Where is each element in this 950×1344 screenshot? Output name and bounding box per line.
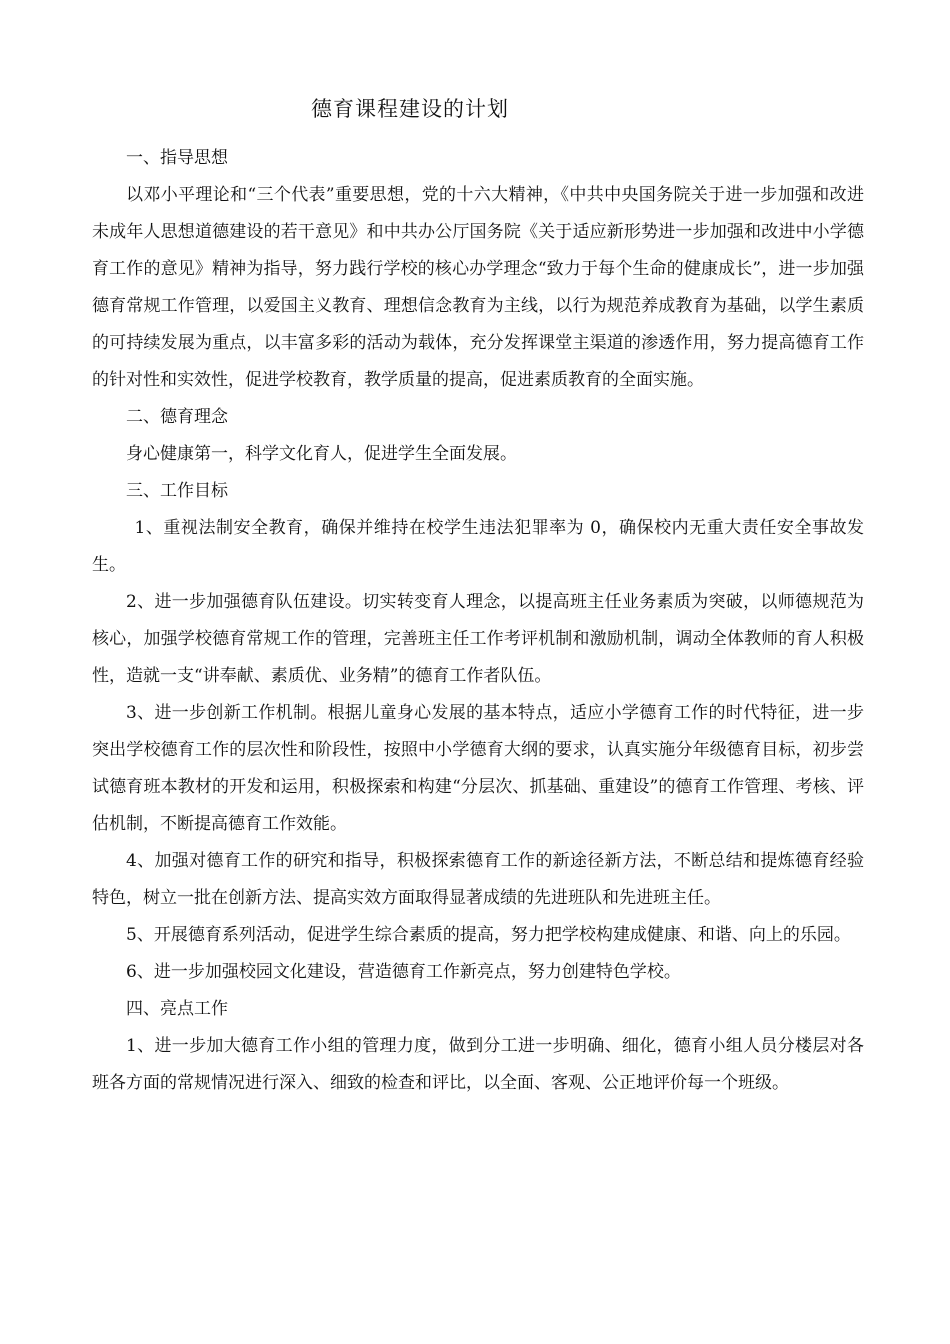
goal-item-1: 1、重视法制安全教育，确保并维持在校学生违法犯罪率为 0，确保校内无重大责任安全事故发生。 [92, 518, 864, 575]
section-heading-highlight-work: 四、亮点工作 [126, 999, 228, 1019]
goal-item-2: 2、进一步加强德育队伍建设。切实转变育人理念，以提高班主任业务素质为突破，以师德规范为核心，加强学校德育常规工作的管理，完善班主任工作考评机制和激励机制，调动全体教师的育人积极性，造就一支“讲奉献、素质优、业务精”的德育工作者队伍。 [92, 592, 864, 686]
highlight-item-1: 1、进一步加大德育工作小组的管理力度，做到分工进一步明确、细化，德育小组人员分楼层对各班各方面的常规情况进行深入、细致的检查和评比，以全面、客观、公正地评价每一个班级。 [92, 1036, 864, 1093]
paragraph-guiding-ideology: 以邓小平理论和“三个代表”重要思想，党的十六大精神，《中共中央国务院关于进一步加强和改进未成年人思想道德建设的若干意见》和中共办公厅国务院《关于适应新形势进一步加强和改进中小学德育工作的意见》精神为指导，努力践行学校的核心办学理念“致力于每个生命的健康成长”，进一步加强德育常规工作管理，以爱国主义教育、理想信念教育为主线，以行为规范养成教育为基础，以学生素质的可持续发展为重点，以丰富多彩的活动为载体，充分发挥课堂主渠道的渗透作用，努力提高德育工作的针对性和实效性，促进学校教育，教学质量的提高，促进素质教育的全面实施。 [92, 185, 864, 390]
goal-item-6: 6、进一步加强校园文化建设，营造德育工作新亮点，努力创建特色学校。 [126, 962, 681, 982]
goal-item-5: 5、开展德育系列活动，促进学生综合素质的提高，努力把学校构建成健康、和谐、向上的乐园。 [126, 925, 851, 945]
document-body [92, 140, 864, 1102]
document-title: 德育课程建设的计划 [311, 97, 509, 121]
paragraph-moral-education-concept: 身心健康第一，科学文化育人，促进学生全面发展。 [126, 444, 517, 464]
section-heading-guiding-ideology: 一、指导思想 [126, 148, 228, 168]
goal-item-3: 3、进一步创新工作机制。根据儿童身心发展的基本特点，适应小学德育工作的时代特征，进一步突出学校德育工作的层次性和阶段性，按照中小学德育大纲的要求，认真实施分年级德育目标，初步尝试德育班本教材的开发和运用，积极探索和构建“分层次、抓基础、重建设”的德育工作管理、考核、评估机制，不断提高德育工作效能。 [92, 703, 864, 834]
section-heading-moral-education-concept: 二、德育理念 [126, 407, 228, 427]
section-heading-work-goals: 三、工作目标 [126, 481, 228, 501]
goal-item-4: 4、加强对德育工作的研究和指导，积极探索德育工作的新途径新方法，不断总结和提炼德育经验特色，树立一批在创新方法、提高实效方面取得显著成绩的先进班队和先进班主任。 [92, 851, 864, 908]
